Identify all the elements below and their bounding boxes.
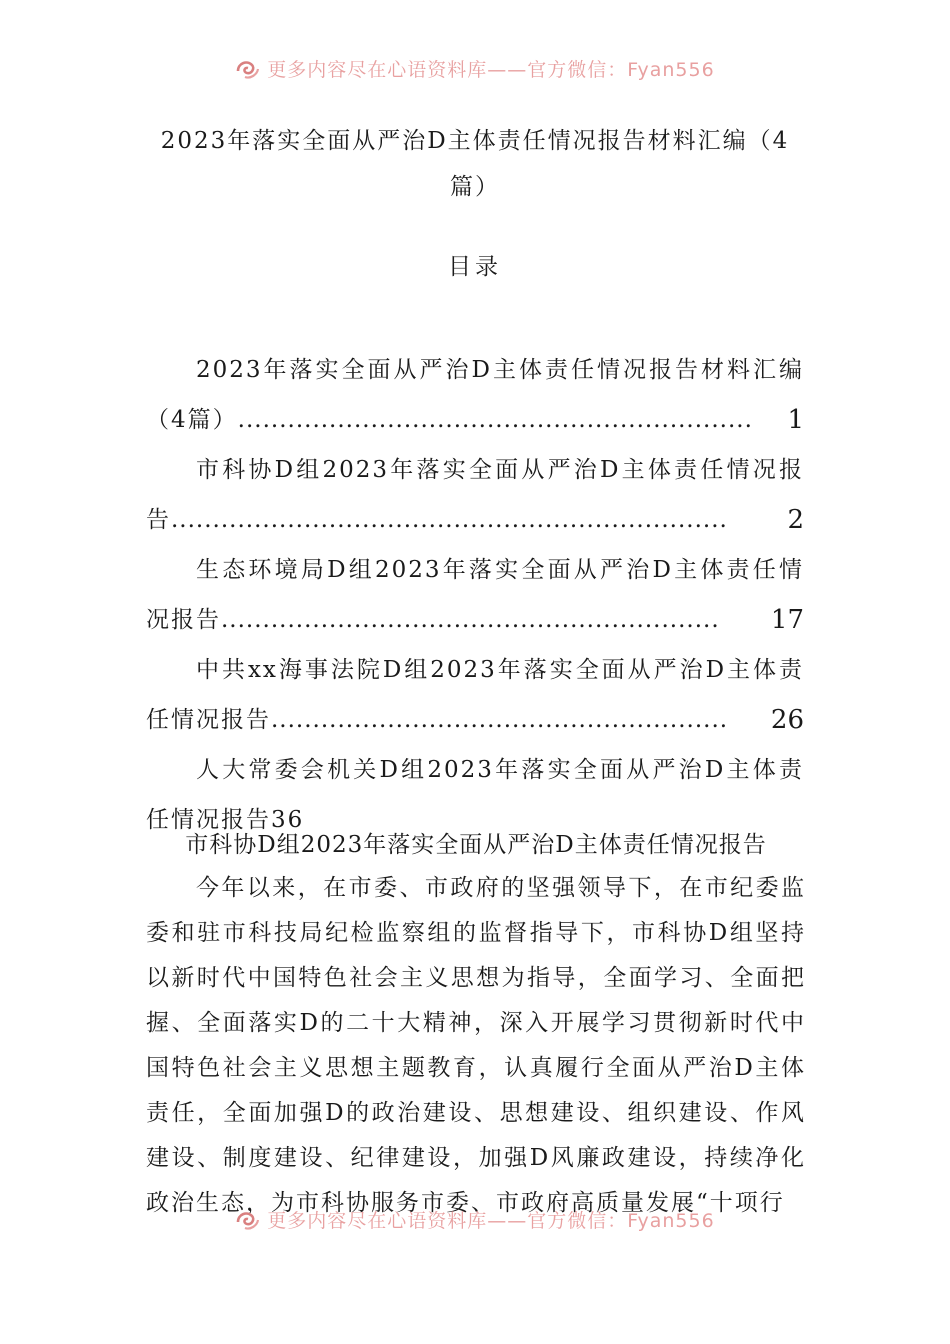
toc-entry-title: 市科协D组2023年落实全面从严治D主体责任情况报 [196, 457, 804, 483]
toc-entry-title: 生态环境局D组2023年落实全面从严治D主体责任情 [196, 557, 804, 583]
toc-page-number: 1 [787, 405, 804, 435]
section-title: 市科协D组2023年落实全面从严治D主体责任情况报告 [185, 832, 767, 858]
toc-entry[interactable] [146, 445, 804, 545]
toc-leader-dots: .............................................................. [237, 407, 753, 433]
toc-entry-title-cont: 告 [146, 507, 171, 533]
toc-page-number: 2 [787, 505, 804, 535]
toc-leader-dots: ............................................................ [221, 607, 720, 633]
watermark-header [0, 55, 950, 85]
toc-entry-title-cont: 况报告 [146, 607, 221, 633]
toc-page-number: 26 [770, 705, 804, 735]
toc-entry-title-cont: 任情况报告 [146, 807, 271, 833]
toc-entry-title-cont: 任情况报告 [146, 707, 271, 733]
toc-entry-title: 中共xx海事法院D组2023年落实全面从严治D主体责 [196, 657, 804, 683]
document-title: 2023年落实全面从严治D主体责任情况报告材料汇编（4篇） [160, 128, 790, 200]
toc-entry[interactable] [146, 545, 804, 645]
watermark-text: 更多内容尽在心语资料库——官方微信：Fyan556 [267, 1210, 715, 1232]
watermark-text: 更多内容尽在心语资料库——官方微信：Fyan556 [267, 59, 715, 81]
watermark-logo-icon [235, 57, 261, 81]
watermark-logo-icon [235, 1208, 261, 1232]
toc-leader-dots: ................................................................... [171, 507, 728, 533]
watermark-footer [0, 1206, 950, 1236]
toc-entry[interactable] [146, 345, 804, 445]
toc-entry-title-cont: （4篇） [146, 407, 238, 433]
toc-entry[interactable] [146, 645, 804, 745]
table-of-contents [146, 345, 804, 845]
toc-entry-title: 2023年落实全面从严治D主体责任情况报告材料汇编 [196, 357, 804, 383]
body-paragraph: 今年以来，在市委、市政府的坚强领导下，在市纪委监委和驻市科技局纪检监察组的监督指导下，市科协D组坚持以新时代中国特色社会主义思想为指导，全面学习、全面把握、全面落实D的二十大精神，深入开展学习贯彻新时代中国特色社会主义思想主题教育，认真履行全面从严治D主体责任，全面加强D的政治建设、思想建设、组织建设、作风建设、制度建设、纪律建设，加强D风廉政建设，持续净化政治生态，为市科协服务市委、市政府高质量发展“十项行 [146, 875, 806, 1216]
toc-page-number: 36 [271, 807, 305, 833]
toc-page-number: 17 [770, 605, 804, 635]
toc-heading: 目录 [448, 254, 502, 280]
toc-leader-dots: ....................................................... [271, 707, 729, 733]
toc-entry-title: 人大常委会机关D组2023年落实全面从严治D主体责 [196, 757, 804, 783]
